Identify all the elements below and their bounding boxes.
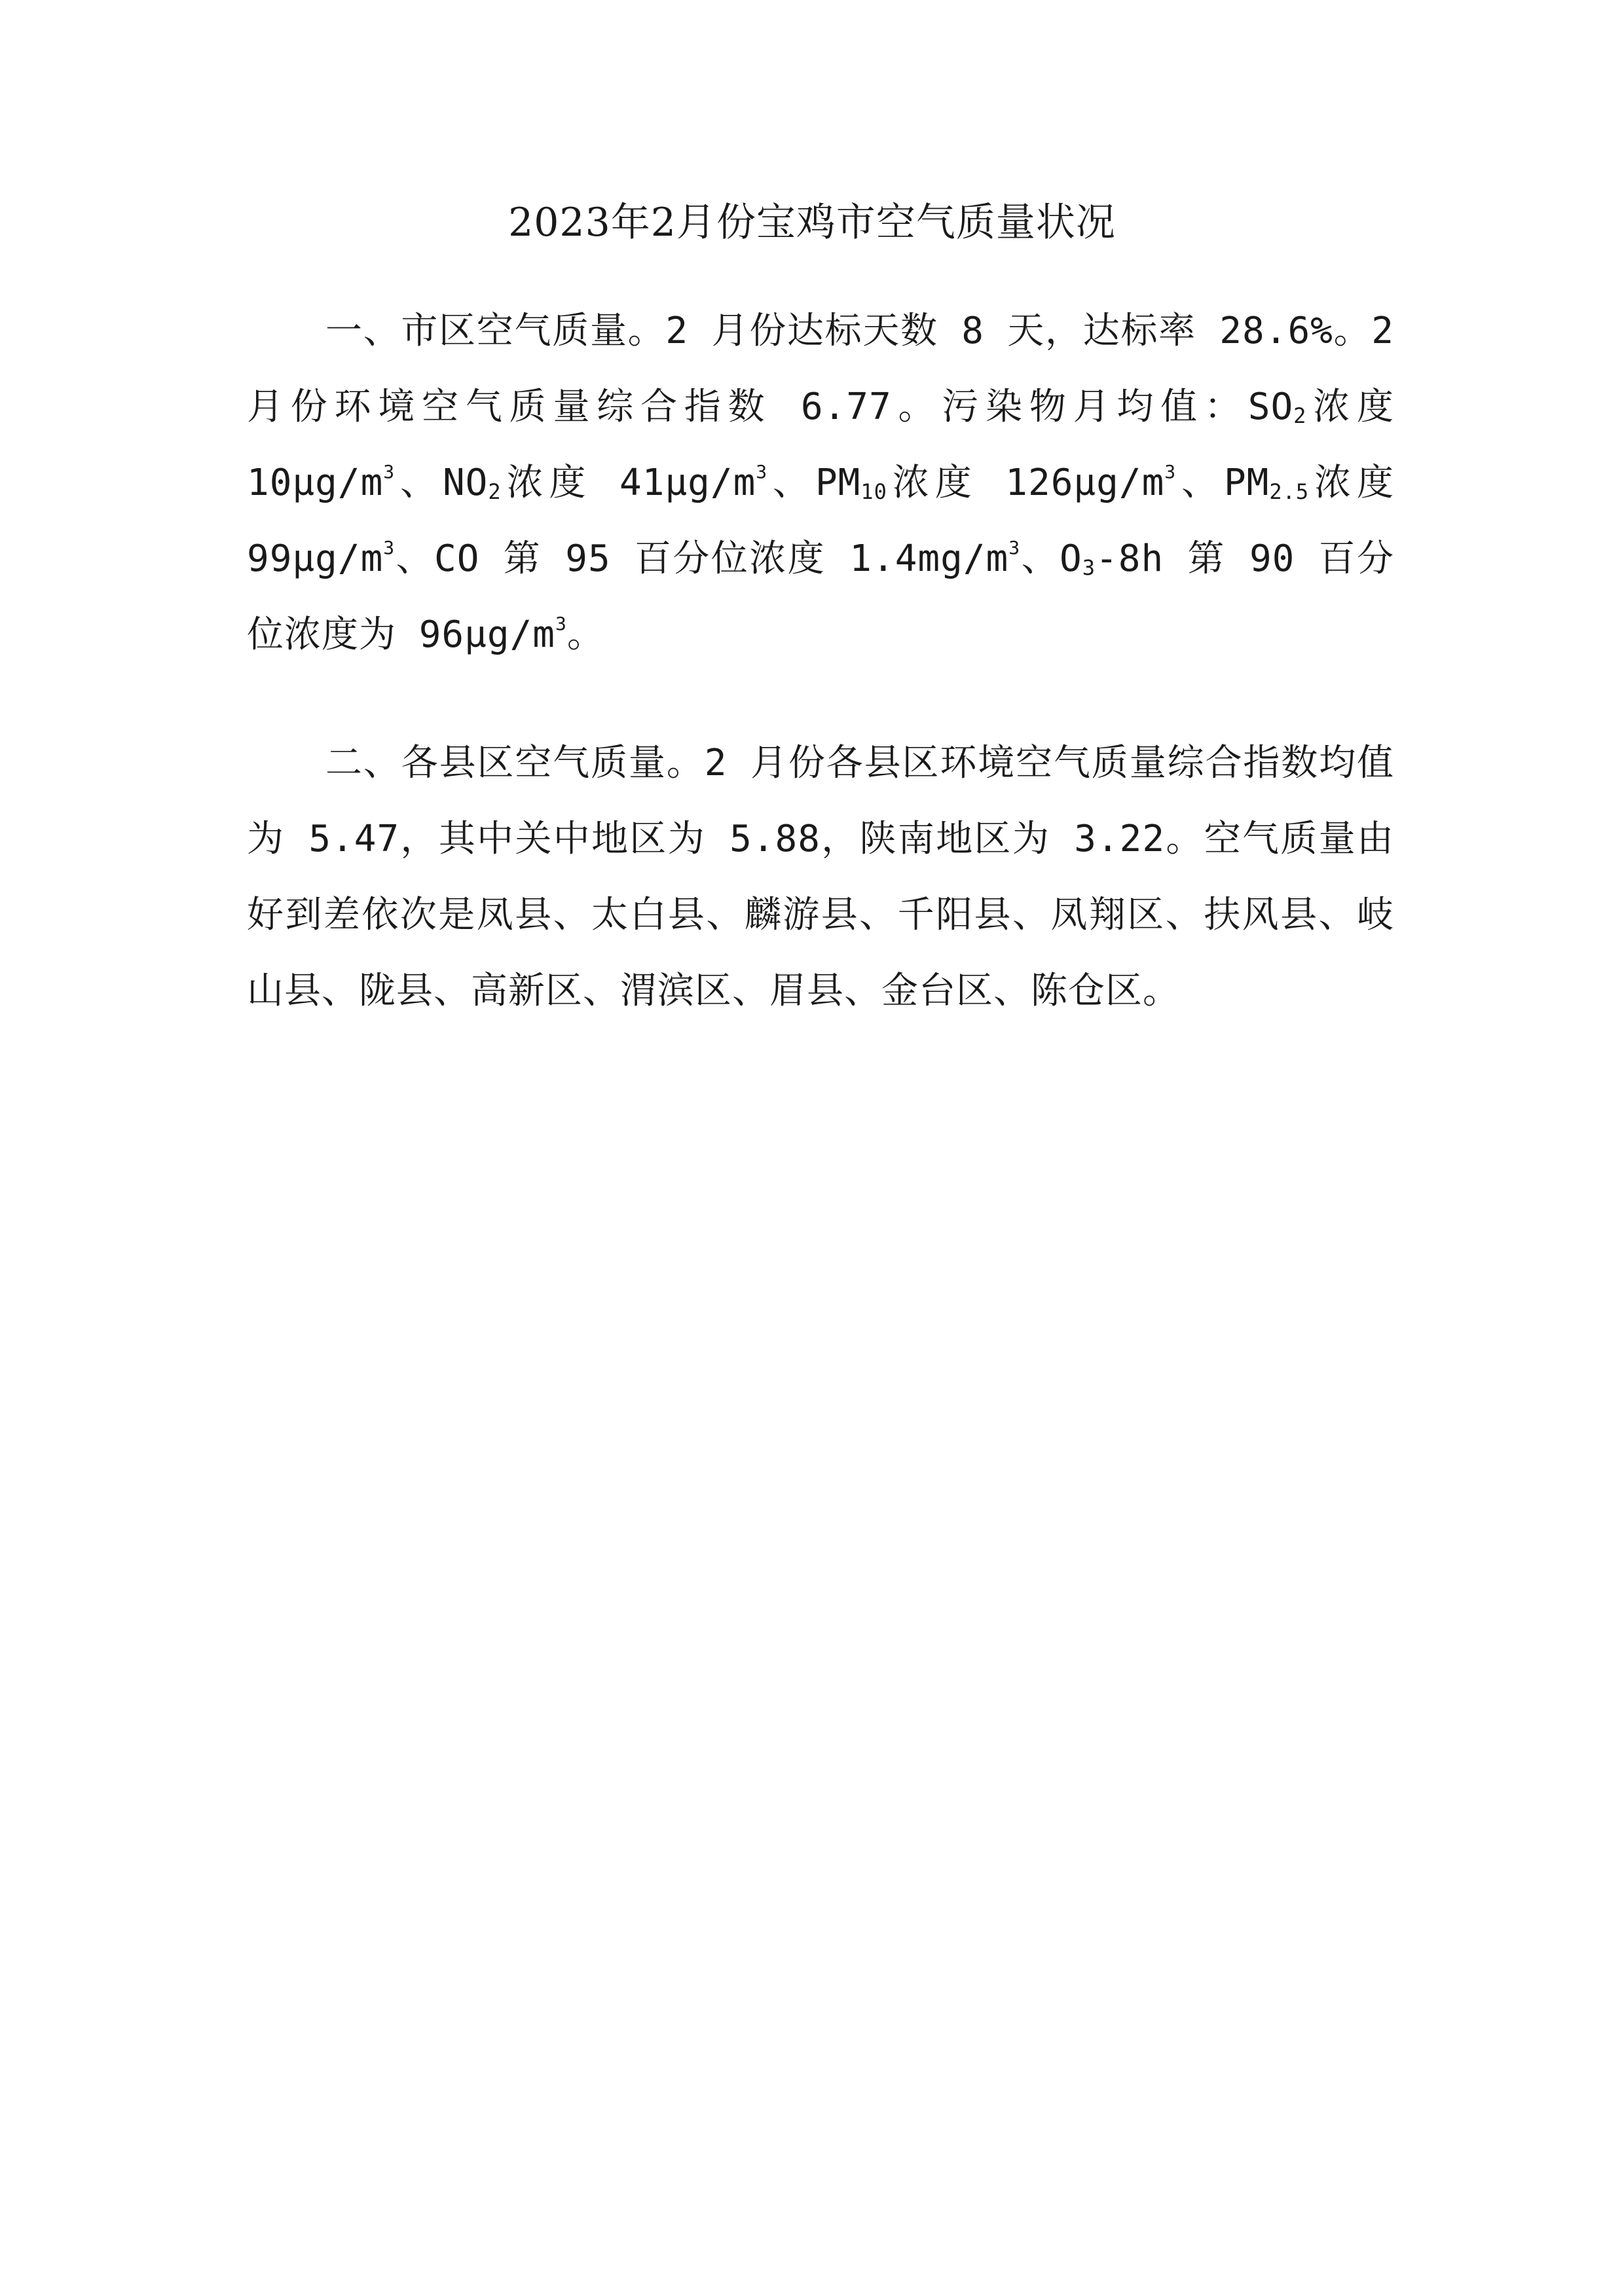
- o3-value: -8h 第 90 百分位浓度为 96μg/m: [247, 538, 1394, 656]
- paragraph-county-air-quality: 二、各县区空气质量。2 月份各县区环境空气质量综合指数均值为 5.47，其中关中地区为 5.88，陕南地区为 3.22。空气质量由好到差依次是凤县、太白县、麟游县、千阳县、凤翔区、扶风县、岐山县、陇县、高新区、渭滨区、眉县、金台区、陈仓区。: [247, 742, 1394, 1012]
- sentence-end: 。: [566, 613, 604, 656]
- pm10-subscript: 10: [860, 479, 887, 504]
- pm10-label: 、PM: [767, 462, 861, 504]
- so2-label: SO: [1247, 386, 1294, 428]
- unit-superscript: 3: [756, 461, 768, 483]
- unit-superscript: 3: [383, 461, 396, 483]
- o3-label: 、O: [1020, 538, 1082, 580]
- unit-superscript: 3: [555, 613, 567, 634]
- o3-subscript: 3: [1082, 555, 1096, 580]
- unit-superscript: 3: [383, 537, 396, 558]
- city-summary-text: 一、市区空气质量。2 月份达标天数 8 天，达标率 28.6%。2 月份环境空气质量综合指数 6.77。污染物月均值：: [247, 310, 1394, 428]
- so2-value: 浓度 10μg/m: [247, 386, 1394, 504]
- pm25-label: 、PM: [1176, 462, 1270, 504]
- document-title: 2023年2月份宝鸡市空气质量状况: [508, 200, 1116, 246]
- pm10-value: 浓度 126μg/m: [887, 462, 1165, 504]
- so2-subscript: 2: [1293, 403, 1307, 428]
- no2-subscript: 2: [488, 479, 502, 504]
- paragraph-city-air-quality: [247, 293, 1394, 673]
- co-value: 、CO 第 95 百分位浓度 1.4mg/m: [395, 538, 1009, 580]
- unit-superscript: 3: [1164, 461, 1177, 483]
- unit-superscript: 3: [1008, 537, 1021, 558]
- pm25-subscript: 2.5: [1269, 479, 1310, 504]
- no2-value: 浓度 41μg/m: [501, 462, 756, 504]
- no2-label: 、NO: [395, 462, 489, 504]
- pm25-value: 浓度 99μg/m: [247, 462, 1394, 580]
